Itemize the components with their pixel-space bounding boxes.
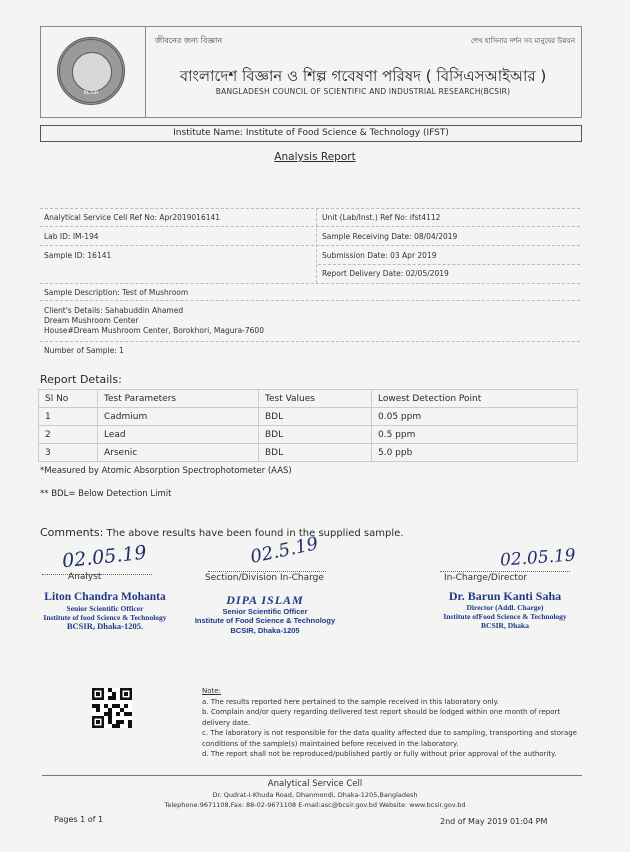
- table-cell: BDL: [259, 408, 372, 426]
- bcsir-seal-logo: [57, 37, 125, 105]
- note-item: b. Complain and/or query regarding delivered test report should be lodged within one month of report delivery date.: [202, 708, 561, 727]
- seal-cell: [41, 27, 146, 117]
- footer-divider: [42, 775, 582, 776]
- analyst-designation: Senior Scientific Officer: [66, 604, 144, 613]
- table-row: [39, 426, 578, 444]
- letterhead: [40, 26, 582, 118]
- note-item: c. The laboratory is not responsible for the data quality affected due to sampling, transporting and storage conditions of the sample(s) maintained before received in the laboratory.: [202, 729, 577, 748]
- client-address: House#Dream Mushroom Center, Borokhori, Magura-7600: [44, 326, 264, 335]
- table-cell: 0.5 ppm: [372, 426, 578, 444]
- director-signature: 02.05.19: [499, 545, 577, 571]
- institute-name: Institute Name: Institute of Food Science & Technology (IFST): [40, 125, 582, 142]
- analyst-institute: Institute of food Science & Technology: [43, 613, 167, 622]
- comments: [40, 526, 403, 539]
- table-cell: 2: [39, 426, 98, 444]
- comments-label: Comments:: [40, 526, 104, 539]
- tagline-right: শেখ হাসিনার দর্শন সব মানুষের উন্নয়ন: [471, 37, 575, 45]
- footer-contact: Telephone:9671108,Fax: 88-02-9671108 E-mail:asc@bcsir.gov.bd Website: www.bcsir.gov.bd: [164, 801, 466, 809]
- column-header: Sl No: [39, 390, 98, 408]
- note-item: a. The results reported here pertained to the sample received in this laboratory only.: [202, 697, 499, 706]
- submission-date: Submission Date: 03 Apr 2019: [322, 251, 437, 260]
- column-header: Lowest Detection Point: [372, 390, 578, 408]
- table-cell: 1: [39, 408, 98, 426]
- report-details-title: Report Details:: [40, 373, 122, 386]
- director-label: In-Charge/Director: [444, 573, 528, 583]
- table-row: [39, 444, 578, 462]
- table-cell: BDL: [259, 426, 372, 444]
- delivery-date: Report Delivery Date: 02/05/2019: [322, 269, 449, 278]
- receiving-date: Sample Receiving Date: 08/04/2019: [322, 232, 458, 241]
- table-cell: Lead: [98, 426, 259, 444]
- notes-title: Note:: [202, 687, 221, 695]
- unit-ref-no: Unit (Lab/Inst.) Ref No: ifst4112: [322, 213, 441, 222]
- analyst-label: Analyst: [68, 572, 102, 582]
- table-row: [39, 408, 578, 426]
- director-name: Dr. Barun Kanti Saha: [448, 589, 562, 603]
- table-cell: 3: [39, 444, 98, 462]
- qr-code: [92, 688, 132, 728]
- table-cell: Arsenic: [98, 444, 259, 462]
- page-count: Pages 1 of 1: [54, 815, 104, 824]
- seal-emblem: [72, 52, 112, 92]
- client-details: Client's Details: Sahabuddin Ahamed: [44, 306, 184, 315]
- analyst-location: BCSIR, Dhaka-1205.: [66, 621, 144, 631]
- note-item: d. The report shall not be reproduced/published partly or fully without prior approval of the authority.: [202, 750, 557, 758]
- table-cell: BDL: [259, 444, 372, 462]
- title-bengali: বাংলাদেশ বিজ্ঞান ও শিল্প গবেষণা পরিষদ ( বিসিএসআইআর ): [179, 67, 547, 85]
- director-location: BCSIR, Dhaka: [481, 621, 529, 630]
- comments-text: The above results have been found in the supplied sample.: [106, 528, 404, 539]
- notes: [202, 686, 582, 760]
- section-name: DIPA ISLAM: [226, 593, 304, 607]
- section-label: Section/Division In-Charge: [205, 573, 324, 583]
- table-header-row: [39, 390, 578, 408]
- page-title: Analysis Report: [274, 151, 356, 163]
- footer-cell: Analytical Service Cell: [267, 779, 363, 789]
- column-header: Test Parameters: [98, 390, 259, 408]
- analyst-name: Liton Chandra Mohanta: [44, 591, 166, 603]
- section-location: BCSIR, Dhaka-1205: [230, 626, 300, 635]
- seal-text: BCSIR: [83, 90, 99, 96]
- section-signature: 02.5.19: [248, 533, 321, 568]
- section-institute: Institute of Food Science & Technology: [194, 616, 336, 625]
- tagline-left: জীবনের জন্য বিজ্ঞান: [155, 36, 223, 45]
- table-cell: Cadmium: [98, 408, 259, 426]
- bdl-note: ** BDL= Below Detection Limit: [40, 489, 172, 499]
- sample-description: Sample Description: Test of Mushroom: [44, 288, 189, 297]
- table-cell: 5.0 ppb: [372, 444, 578, 462]
- director-designation: Director (Addl. Charge): [466, 603, 544, 612]
- title-english: BANGLADESH COUNCIL OF SCIENTIFIC AND INDUSTRIAL RESEARCH(BCSIR): [215, 87, 511, 96]
- print-timestamp: 2nd of May 2019 01:04 PM: [440, 817, 548, 826]
- lab-id: Lab ID: IM-194: [44, 232, 99, 241]
- number-of-sample: Number of Sample: 1: [44, 346, 124, 355]
- table-cell: 0.05 ppm: [372, 408, 578, 426]
- column-header: Test Values: [259, 390, 372, 408]
- director-institute: Institute ofFood Science & Technology: [443, 612, 567, 621]
- client-organization: Dream Mushroom Center: [44, 316, 139, 325]
- analyst-signature: 02.05.19: [61, 541, 148, 573]
- method-note: *Measured by Atomic Absorption Spectrophotometer (AAS): [40, 466, 292, 476]
- ref-no: Analytical Service Cell Ref No: Apr2019016141: [44, 213, 221, 222]
- sample-id: Sample ID: 16141: [44, 251, 112, 260]
- section-designation: Senior Scientific Officer: [222, 607, 308, 616]
- footer-address: Dr. Qudrat-I-Khuda Road, Dhanmondi, Dhaka-1205,Bangladesh: [212, 791, 418, 799]
- results-table: [38, 389, 578, 462]
